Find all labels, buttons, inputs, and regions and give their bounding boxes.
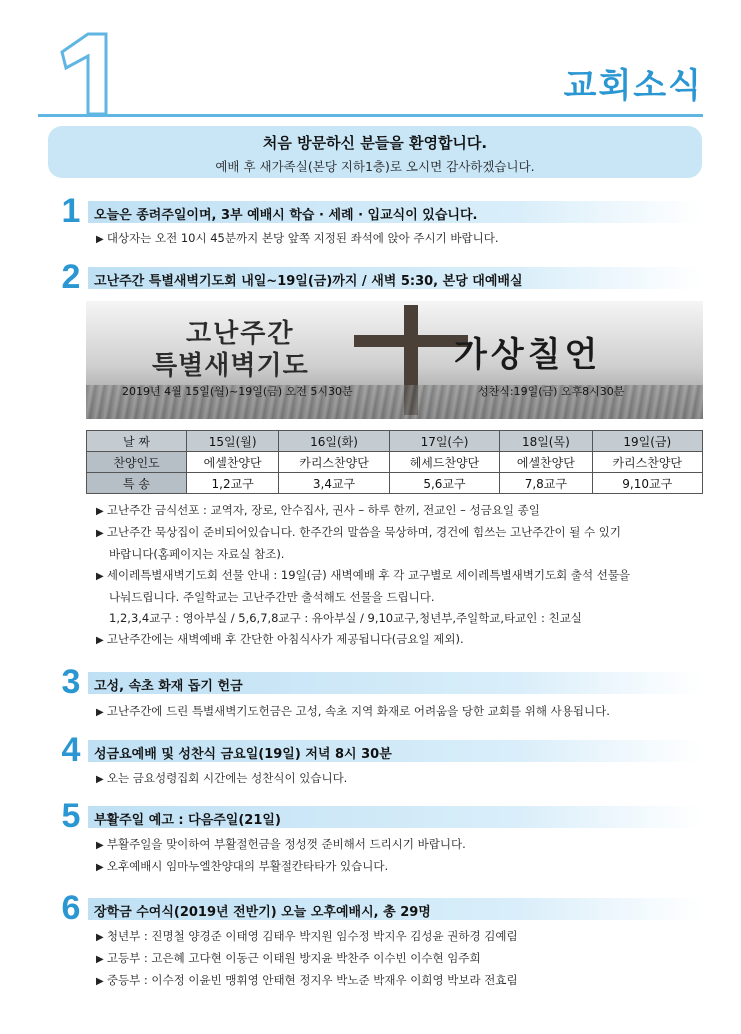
banner-script-title: 가상칠언 xyxy=(454,335,602,375)
item-heading-bar xyxy=(88,898,702,920)
table-cell: 17일(수) xyxy=(389,431,499,452)
news-item-6-header xyxy=(58,889,702,927)
table-cell: 19일(금) xyxy=(592,431,703,452)
item-heading: 고난주간 특별새벽기도회 내일~19일(금)까지 / 새벽 5:30, 본당 대예배실 xyxy=(94,274,523,289)
item-number: 2 xyxy=(61,258,81,296)
bullet-text: ▶ 고난주간 금식선포 : 교역자, 장로, 안수집사, 권사 – 하루 한끼, 전교인 – 성금요일 종일 xyxy=(96,500,696,522)
table-cell: 카리스찬양단 xyxy=(279,452,389,473)
page-title: 교회소식 xyxy=(563,66,703,106)
welcome-title: 처음 방문하신 분들을 환영합니다. xyxy=(262,134,488,152)
table-cell: 7,8교구 xyxy=(500,473,592,494)
bullet-text: ▶ 세이레특별새벽기도회 선물 안내 : 19일(금) 새벽예배 후 각 교구별로 세이레특별새벽기도회 출석 선물을 xyxy=(96,565,696,587)
table-cell: 5,6교구 xyxy=(389,473,499,494)
table-cell: 에셀찬양단 xyxy=(187,452,279,473)
table-cell: 카리스찬양단 xyxy=(592,452,703,473)
bullet-text: ▶ 고난주간에는 새벽예배 후 간단한 아침식사가 제공됩니다(금요일 제외). xyxy=(96,629,696,651)
table-cell: 16일(화) xyxy=(279,431,389,452)
banner-title-line1: 고난주간 xyxy=(186,319,295,349)
bullet-text: ▶ 고등부 : 고은혜 고다현 이동근 이태원 방지윤 박찬주 이수빈 이수현 임주희 xyxy=(96,948,696,970)
item-heading-bar xyxy=(88,740,702,762)
item-heading: 장학금 수여식(2019년 전반기) 오늘 오후예배시, 총 29명 xyxy=(94,905,431,920)
item-number: 1 xyxy=(61,192,81,230)
welcome-subtitle: 예배 후 새가족실(본당 지하1층)로 오시면 감사하겠습니다. xyxy=(215,159,535,174)
table-cell: 3,4교구 xyxy=(279,473,389,494)
item-heading-bar xyxy=(88,672,702,694)
bullet-continuation: 1,2,3,4교구 : 영아부실 / 5,6,7,8교구 : 유아부실 / 9,10교구,청년부,주일학교,타교인 : 친교실 xyxy=(109,611,582,625)
bullet-text: ▶ 고난주간 묵상집이 준비되어있습니다. 한주간의 말씀을 묵상하며, 경건에 힘쓰는 고난주간이 될 수 있기 xyxy=(96,522,696,544)
bullet-continuation: 나눠드립니다. 주일학교는 고난주간만 출석해도 선물을 드립니다. xyxy=(109,590,435,604)
cross-crossbar xyxy=(354,335,468,347)
row-header: 날 짜 xyxy=(87,431,187,452)
table-row xyxy=(87,431,703,452)
header-divider xyxy=(38,114,703,117)
prayer-meeting-banner xyxy=(86,301,703,419)
banner-service-time: 성찬식:19일(금) 오후8시30분 xyxy=(478,385,625,398)
news-item-5-body xyxy=(96,834,696,878)
item-number: 5 xyxy=(61,797,81,835)
item-number: 4 xyxy=(61,731,81,769)
news-item-6-body xyxy=(96,926,696,992)
table-cell: 18일(목) xyxy=(500,431,592,452)
table-cell: 15일(월) xyxy=(187,431,279,452)
table-cell: 9,10교구 xyxy=(592,473,703,494)
news-item-5-header xyxy=(58,797,702,835)
welcome-banner xyxy=(48,126,702,178)
news-item-2-header xyxy=(58,258,702,296)
news-item-2-body xyxy=(96,500,696,651)
bullet-text: ▶ 오는 금요성령집회 시간에는 성찬식이 있습니다. xyxy=(96,768,696,790)
bullet-continuation: 바랍니다(홈페이지는 자료실 참조). xyxy=(109,547,285,561)
schedule-table xyxy=(86,430,703,494)
bullet-text: ▶ 부활주일을 맞이하여 부활절헌금을 정성껏 준비해서 드리시기 바랍니다. xyxy=(96,834,696,856)
item-number: 6 xyxy=(61,889,81,927)
bullet-text: ▶ 청년부 : 진명철 양경준 이태영 김태우 박지원 임수정 박지우 김성윤 권하경 김예림 xyxy=(96,926,696,948)
item-number: 3 xyxy=(61,663,81,701)
news-item-1-body xyxy=(96,228,696,250)
item-heading: 성금요예배 및 성찬식 금요일(19일) 저녁 8시 30분 xyxy=(94,747,392,762)
table-cell: 1,2교구 xyxy=(187,473,279,494)
item-heading: 고성, 속초 화재 돕기 헌금 xyxy=(94,679,243,694)
row-header: 특 송 xyxy=(87,473,187,494)
bullet-text: ▶ 중등부 : 이수정 이윤빈 맹휘영 안태현 정지우 박노준 박재우 이희영 박보라 전효림 xyxy=(96,970,696,992)
item-heading-bar xyxy=(88,267,702,289)
banner-title-line2: 특별새벽기도 xyxy=(152,351,309,381)
table-cell: 에셀찬양단 xyxy=(500,452,592,473)
table-row xyxy=(87,473,703,494)
item-heading: 부활주일 예고 : 다음주일(21일) xyxy=(94,813,281,828)
news-item-1-header xyxy=(58,192,702,230)
table-cell: 헤세드찬양단 xyxy=(389,452,499,473)
item-heading-bar xyxy=(88,806,702,828)
item-heading: 오늘은 종려주일이며, 3부 예배시 학습 · 세례 · 입교식이 있습니다. xyxy=(94,208,478,223)
bullet-text: ▶ 대상자는 오전 10시 45분까지 본당 앞쪽 지정된 좌석에 앉아 주시기 바랍니다. xyxy=(96,228,696,250)
item-heading-bar xyxy=(88,201,702,223)
bullet-text: ▶ 고난주간에 드린 특별새벽기도헌금은 고성, 속초 지역 화재로 어려움을 당한 교회를 위해 사용됩니다. xyxy=(96,701,696,723)
row-header: 찬양인도 xyxy=(87,452,187,473)
news-item-3-body xyxy=(96,701,696,723)
table-row xyxy=(87,452,703,473)
page-number-graphic xyxy=(54,30,124,120)
bullet-text: ▶ 오후예배시 임마누엘찬양대의 부활절칸타타가 있습니다. xyxy=(96,856,696,878)
news-item-4-body xyxy=(96,768,696,790)
banner-date: 2019년 4월 15일(월)~19일(금) 오전 5시30분 xyxy=(122,385,353,398)
news-item-4-header xyxy=(58,731,702,769)
news-item-3-header xyxy=(58,663,702,701)
